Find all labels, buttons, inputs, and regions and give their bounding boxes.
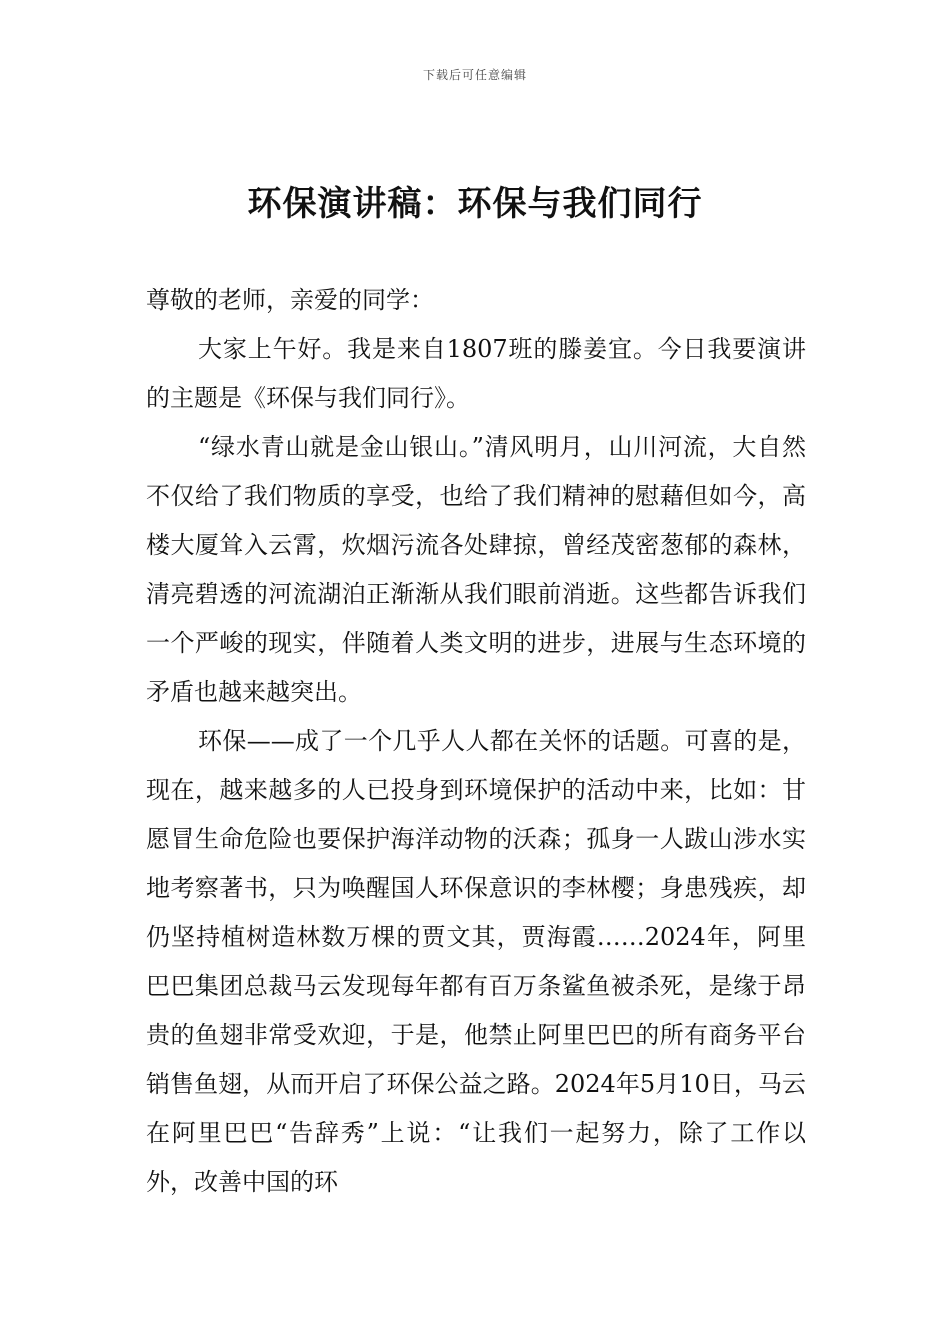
document-title: 环保演讲稿：环保与我们同行 xyxy=(247,184,703,224)
paragraph-nature: “绿水青山就是金山银山。”清风明月，山川河流，大自然不仅给了我们物质的享受，也给了我们精神的慰藉但如今，高楼大厦耸入云霄，炊烟污流各处肆掠，曾经茂密葱郁的森林，清亮碧透的河流湖泊正渐渐从我们眼前消逝。这些都告诉我们一个严峻的现实，伴随着人类文明的进步，进展与生态环境的矛盾也越来越突出。 xyxy=(146,433,806,706)
document-body xyxy=(146,276,806,1207)
paragraph-environmentalists: 环保——成了一个几乎人人都在关怀的话题。可喜的是，现在，越来越多的人已投身到环境保护的活动中来，比如：甘愿冒生命危险也要保护海洋动物的沃森；孤身一人跋山涉水实地考察著书，只为唤醒国人环保意识的李林樱；身患残疾，却仍坚持植树造林数万棵的贾文其，贾海霞……2024年，阿里巴巴集团总裁马云发现每年都有百万条鲨鱼被杀死，是缘于昂贵的鱼翅非常受欢迎，于是，他禁止阿里巴巴的所有商务平台销售鱼翅，从而开启了环保公益之路。2024年5月10日，马云在阿里巴巴“告辞秀”上说：“让我们一起努力，除了工作以外，改善中国的环 xyxy=(146,727,806,1196)
page-header-note: 下载后可任意编辑 xyxy=(422,68,527,82)
salutation: 尊敬的老师，亲爱的同学： xyxy=(146,286,434,314)
paragraph-intro: 大家上午好。我是来自1807班的滕姜宜。今日我要演讲的主题是《环保与我们同行》。 xyxy=(146,335,806,412)
